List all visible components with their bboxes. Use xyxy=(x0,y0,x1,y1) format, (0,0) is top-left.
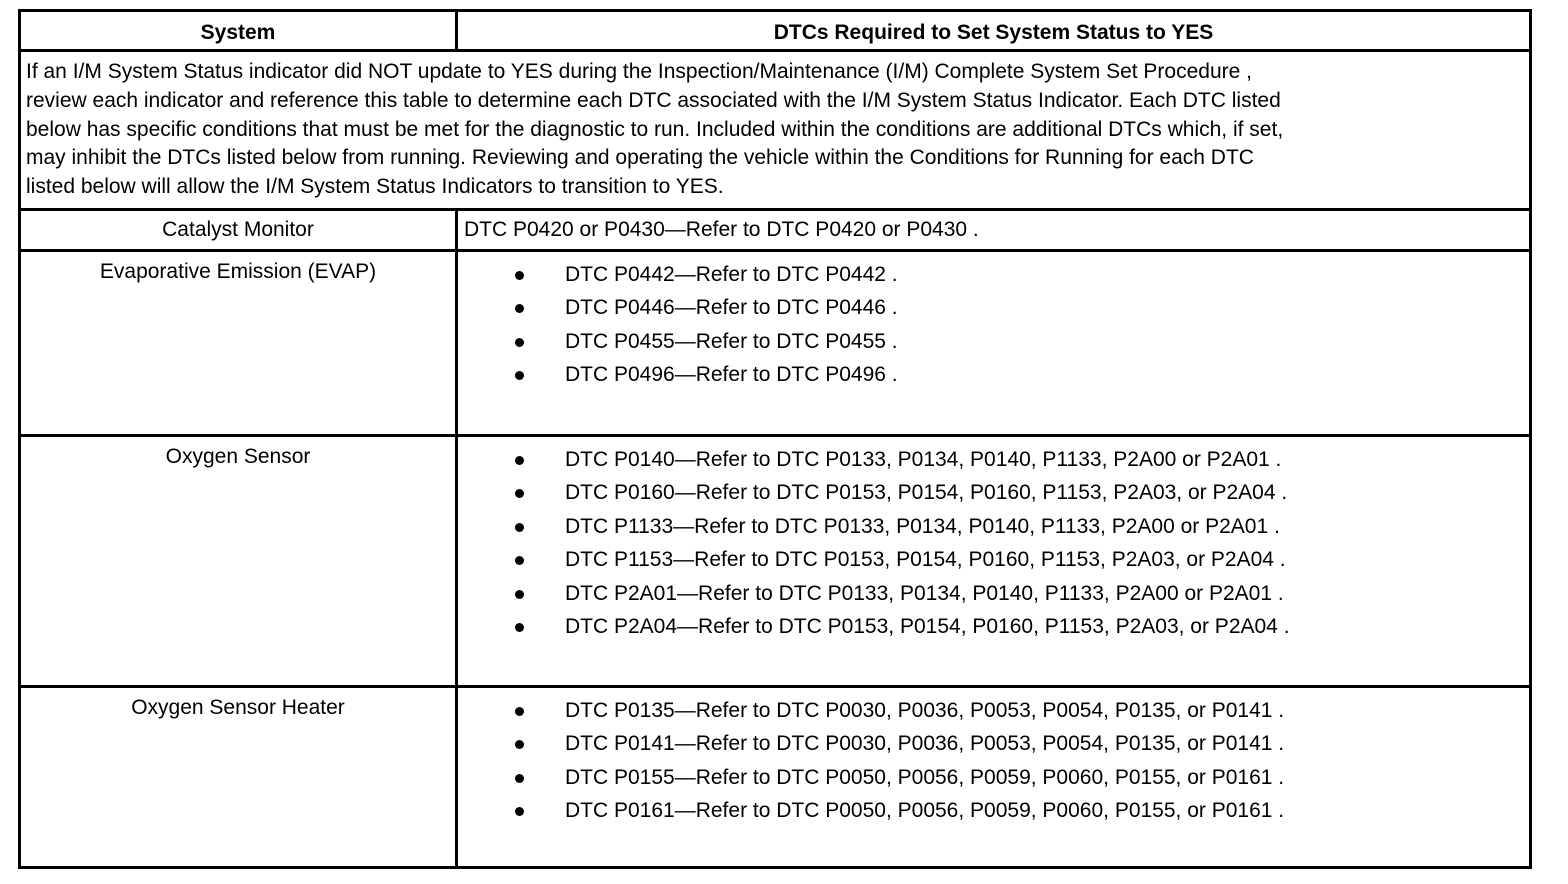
dtc-entry: DTC P0140—Refer to DTC P0133, P0134, P0140, P1133, P2A00 or P2A01 . xyxy=(565,448,1282,471)
list-item xyxy=(458,330,1529,363)
dtc-entry: DTC P2A04—Refer to DTC P0153, P0154, P0160, P1153, P2A03, or P2A04 . xyxy=(565,614,1290,638)
dtc-cell: DTC P0420 or P0430—Refer to DTC P0420 or P0430 . xyxy=(464,218,979,241)
intro-line: below has specific conditions that must be met for the diagnostic to run. Included within the conditions are additional DTCs which, if set, xyxy=(26,117,1284,141)
system-cell: Evaporative Emission (EVAP) xyxy=(21,252,458,434)
dtc-entry: DTC P0446—Refer to DTC P0446 . xyxy=(565,296,898,320)
list-item xyxy=(458,732,1529,765)
list-item xyxy=(458,481,1529,514)
dtc-entry: DTC P1133—Refer to DTC P0133, P0134, P0140, P1133, P2A00 or P2A01 . xyxy=(565,514,1280,538)
system-cell: Oxygen Sensor Heater xyxy=(21,688,458,866)
bullet-icon xyxy=(515,371,524,380)
list-item xyxy=(458,615,1529,648)
intro-line: may inhibit the DTCs listed below from running. Reviewing and operating the vehicle within the Conditions for Running for each DTC xyxy=(26,146,1254,170)
list-item xyxy=(458,296,1529,329)
dtc-list xyxy=(458,252,1529,397)
table-header-row xyxy=(21,12,1529,52)
intro-line: If an I/M System Status indicator did NOT update to YES during the Inspection/Maintenance (I/M) Complete System Set Procedure , xyxy=(26,60,1252,83)
bullet-icon xyxy=(515,707,524,716)
table-row-oxygen-sensor xyxy=(21,437,1529,688)
dtc-cell xyxy=(458,688,1529,866)
system-cell: Oxygen Sensor xyxy=(21,437,458,685)
dtcs-column-header: DTCs Required to Set System Status to YES xyxy=(773,21,1214,44)
dtc-entry: DTC P0442—Refer to DTC P0442 . xyxy=(565,263,898,286)
dtc-list xyxy=(458,437,1529,648)
intro-line: review each indicator and reference this table to determine each DTC associated with the I/M System Status Indicator. Each DTC listed xyxy=(26,88,1281,112)
bullet-icon xyxy=(515,774,524,783)
dtc-entry: DTC P0141—Refer to DTC P0030, P0036, P0053, P0054, P0135, or P0141 . xyxy=(565,732,1285,756)
dtc-entry: DTC P0455—Refer to DTC P0455 . xyxy=(565,329,898,353)
list-item xyxy=(458,799,1529,832)
list-item xyxy=(458,766,1529,799)
intro-line: listed below will allow the I/M System Status Indicators to transition to YES. xyxy=(26,175,724,199)
dtc-list xyxy=(458,688,1529,833)
list-item xyxy=(458,515,1529,548)
dtc-cell xyxy=(458,437,1529,685)
bullet-icon xyxy=(515,623,524,632)
table-row-catalyst-monitor xyxy=(21,211,1529,252)
dtc-entry: DTC P1153—Refer to DTC P0153, P0154, P0160, P1153, P2A03, or P2A04 . xyxy=(565,548,1286,572)
dtc-entry: DTC P0135—Refer to DTC P0030, P0036, P0053, P0054, P0135, or P0141 . xyxy=(565,699,1285,722)
system-column-header: System xyxy=(21,12,458,49)
dtc-entry: DTC P0155—Refer to DTC P0050, P0056, P0059, P0060, P0155, or P0161 . xyxy=(565,765,1285,789)
dtc-entry: DTC P0496—Refer to DTC P0496 . xyxy=(565,363,898,387)
dtc-cell xyxy=(458,252,1529,434)
bullet-icon xyxy=(515,271,524,280)
bullet-icon xyxy=(515,456,524,465)
bullet-icon xyxy=(515,740,524,749)
im-system-status-table xyxy=(18,9,1532,869)
bullet-icon xyxy=(515,590,524,599)
dtc-entry: DTC P0161—Refer to DTC P0050, P0056, P0059, P0060, P0155, or P0161 . xyxy=(565,799,1285,823)
bullet-icon xyxy=(515,523,524,532)
system-cell: Catalyst Monitor xyxy=(21,211,458,249)
list-item xyxy=(458,448,1529,481)
bullet-icon xyxy=(515,489,524,498)
list-item xyxy=(458,699,1529,732)
list-item xyxy=(458,582,1529,615)
bullet-icon xyxy=(515,304,524,313)
dtc-entry: DTC P2A01—Refer to DTC P0133, P0134, P0140, P1133, P2A00 or P2A01 . xyxy=(565,581,1284,605)
table-row-oxygen-sensor-heater xyxy=(21,688,1529,866)
dtc-entry: DTC P0160—Refer to DTC P0153, P0154, P0160, P1153, P2A03, or P2A04 . xyxy=(565,481,1288,505)
intro-row xyxy=(21,52,1529,211)
bullet-icon xyxy=(515,556,524,565)
intro-paragraph xyxy=(21,52,1529,208)
bullet-icon xyxy=(515,807,524,816)
bullet-icon xyxy=(515,338,524,347)
table-row-evap xyxy=(21,252,1529,437)
list-item xyxy=(458,363,1529,396)
list-item xyxy=(458,263,1529,296)
list-item xyxy=(458,548,1529,581)
